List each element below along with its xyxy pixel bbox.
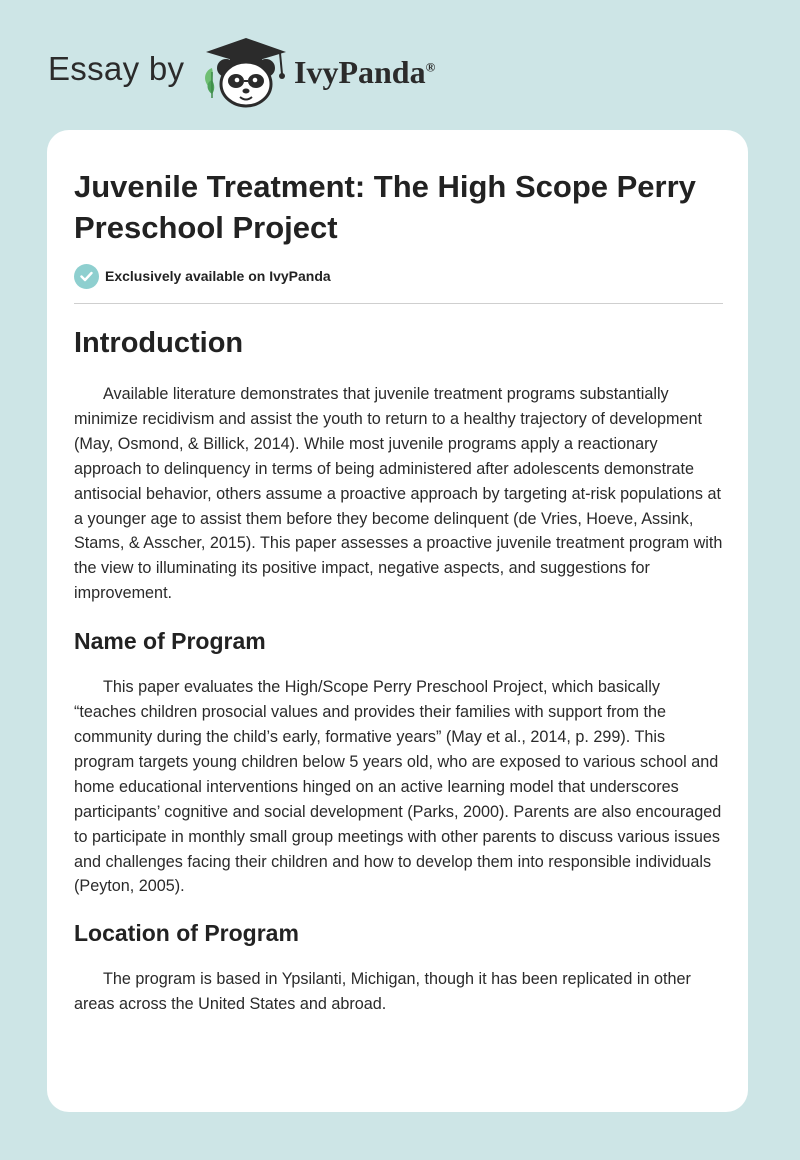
section-heading: Name of Program xyxy=(74,628,266,655)
essay-title: Juvenile Treatment: The High Scope Perry Preschool Project xyxy=(74,169,696,245)
divider xyxy=(74,303,723,304)
site-header xyxy=(0,0,800,125)
section-location-of-program xyxy=(74,915,726,1017)
essay-body xyxy=(74,320,726,1017)
section-introduction xyxy=(74,320,726,606)
section-name-of-program xyxy=(74,623,726,899)
check-circle-icon xyxy=(74,264,99,289)
exclusive-label: Exclusively available on IvyPanda xyxy=(105,268,331,284)
exclusive-notice xyxy=(74,263,331,289)
section-paragraph: Available literature demonstrates that juvenile treatment programs substantially minimize recidivism and assist the youth to return to a healthy trajectory of development (May, Osmond, & Billick, 2014). While most juvenile programs apply a reactionary approach to delinquency in terms of being administered after adolescents demonstrate antisocial behavior, others assume a proactive approach by targeting at-risk populations at a younger age to assist them before they become delinquent (de Vries, Hoeve, Assink, Stams, & Asscher, 2015). This paper assesses a proactive juvenile treatment program with the view to illuminating its positive impact, negative aspects, and suggestions for improvement. xyxy=(74,385,723,603)
section-paragraph: This paper evaluates the High/Scope Perry Preschool Project, which basically “teaches children prosocial values and provides their families with support from the community during the child’s early, formative years” (May et al., 2014, p. 299). This program targets young children below 5 years old, who are exposed to various school and home educational interventions hinged on an active learning model that underscores participants’ cognitive and social development (Parks, 2000). Parents are also encouraged to participate in monthly small group meetings with other parents to discuss various issues and challenges facing their children and how to develop them into responsible individuals (Peyton, 2005). xyxy=(74,678,722,896)
section-paragraph: The program is based in Ypsilanti, Michigan, though it has been replicated in other areas across the United States and abroad. xyxy=(74,970,691,1014)
brand-name: IvyPanda® xyxy=(294,54,436,90)
section-heading: Location of Program xyxy=(74,920,299,947)
section-heading: Introduction xyxy=(74,327,244,359)
essay-by-label: Essay by xyxy=(48,50,185,87)
registered-mark: ® xyxy=(425,59,436,75)
essay-card xyxy=(47,130,748,1112)
panda-graduate-logo-icon xyxy=(200,34,292,110)
